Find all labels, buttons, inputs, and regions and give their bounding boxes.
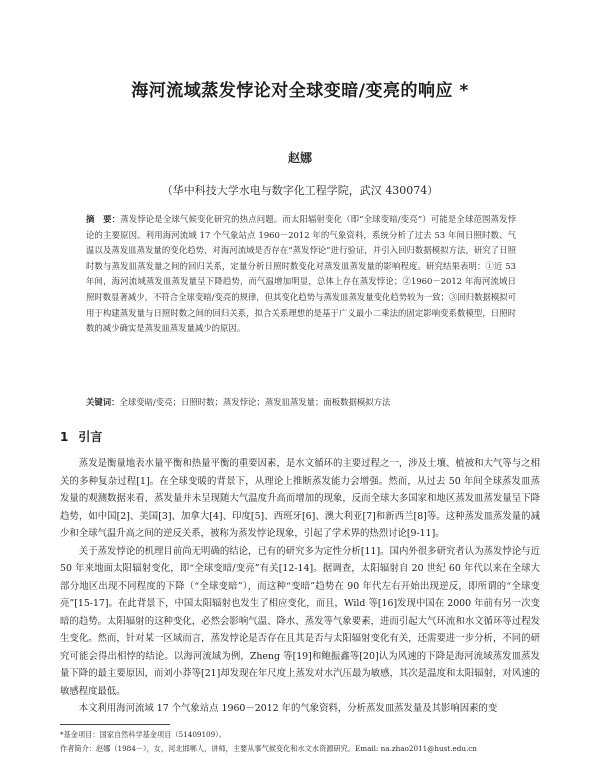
keywords-text: 全球变暗/变亮；日照时数；蒸发悖论；蒸发皿蒸发量；面板数据模拟方法 <box>119 397 391 407</box>
keywords <box>86 395 516 409</box>
body-text <box>60 455 540 718</box>
abstract <box>86 212 516 337</box>
keywords-label: 关键词： <box>86 397 120 407</box>
abstract-text: 蒸发悖论是全球气候变化研究的热点问题。而太阳辐射变化（即“全球变暗/变亮”）可能是全球范围蒸发悖论的主要原因。利用海河流域 17 个气象站点 1960－2012 年的气象资料，系统分析了过去 53 年间日照时数、气温以及蒸发皿蒸发量的变化趋势，对海河流域是否存在“蒸发悖论”进行验证，并引入回归数据模拟方法，研究了日照时数与蒸发皿蒸发量之间的回归关系，定量分析日照时数变化对蒸发皿蒸发量的影响程度。研究结果表明：①近 53 年间，海河流域蒸发皿蒸发量呈下降趋势，而气温增加明显，总体上存在蒸发悖论；②1960－2012 年海河流域日照时数显著减少，不符合全球变暗/变亮的规律，但其变化趋势与蒸发皿蒸发量变化趋势较为一致；③回归数据模拟可用于构建蒸发量与日照时数之间的回归关系，拟合关系理想的是基于广义最小二乘法的固定影响变系数模型，日照时数的减少确实是蒸发皿蒸发量减少的原因。 <box>86 214 517 334</box>
section-number: 1 <box>60 430 69 444</box>
footnote-divider <box>60 724 170 725</box>
abstract-label: 摘 要： <box>86 214 121 224</box>
paper-title: 海河流域蒸发悖论对全球变暗/变亮的响应 * <box>131 81 469 101</box>
body-paragraph-1: 蒸发是衡量地表水量平衡和热量平衡的重要因素，是水文循环的主要过程之一，涉及土壤、植被和大气等与之相关的多种复杂过程[1]。在全球变暖的背景下，从理论上推断蒸发能力会增强。然而，从过去 50 年间全球蒸发皿蒸发量的观测数据来看，蒸发量并未呈现随大气温度升高而增加的现象，反而全球大多国家和地区蒸发皿蒸发量呈下降趋势，如中国[2]、美国[3]、加拿大[4]、印度[5]、西班牙[6]、澳大利亚[7]和新西兰[8]等。这种蒸发皿蒸发量的减少和全球气温升高之间的逆反关系，被称为蒸发悖论现象，引起了学术界的热烈讨论[9-11]。 <box>60 458 540 539</box>
section-heading <box>60 428 112 445</box>
author-affiliation: （华中科技大学水电与数字化工程学院，武汉 430074） <box>161 184 439 197</box>
body-paragraph-2: 关于蒸发悖论的机理目前尚无明确的结论，已有的研究多为定性分析[11]。国内外很多研究者认为蒸发悖论与近 50 年来地面太阳辐射变化，即“全球变暗/变亮”有关[12-14]。据调查，太阳辐射自 20 世纪 60 年代以来在全球大部分地区出现不同程度的下降（“全球变暗”），而这种“变暗”趋势在 90 年代左右开始出现逆反，即所谓的“全球变亮”[15-17]。在此背景下，中国太阳辐射也发生了相应变化，而且，Wild 等[16]发现中国在 2000 年前有另一次变暗的趋势。太阳辐射的这种变化，必然会影响气温、降水、蒸发等气象要素，进而引起大气环流和水文循环等过程发生变化。然而，针对某一区域而言，蒸发悖论是否存在且其是否与太阳辐射变化有关，还需要进一步分析，不同的研究可能会得出相悖的结论。以海河流域为例，Zheng 等[19]和鲍振鑫等[20]认为风速的下降是海河流域蒸发皿蒸发量下降的最主要原因，而刘小莽等[21]却发现在年尺度上蒸发对水汽压最为敏感，其次是温度和太阳辐射，对风速的敏感程度最低。 <box>60 545 540 697</box>
footnote-author-bio: 作者简介：赵娜（1984－），女，河北邯郸人，讲师，主要从事气候变化和水文水资源研究。Email: na.zhao2011@hust.edu.cn <box>60 744 477 753</box>
body-paragraph-3: 本文利用海河流域 17 个气象站点 1960－2012 年的气象资料，分析蒸发皿蒸发量及其影响因素的变 <box>78 703 498 714</box>
footnotes <box>60 728 540 756</box>
section-title: 引言 <box>78 430 103 444</box>
author-name: 赵娜 <box>287 151 312 165</box>
footnote-fund: *基金项目：国家自然科学基金项目（51409109）。 <box>60 730 226 739</box>
